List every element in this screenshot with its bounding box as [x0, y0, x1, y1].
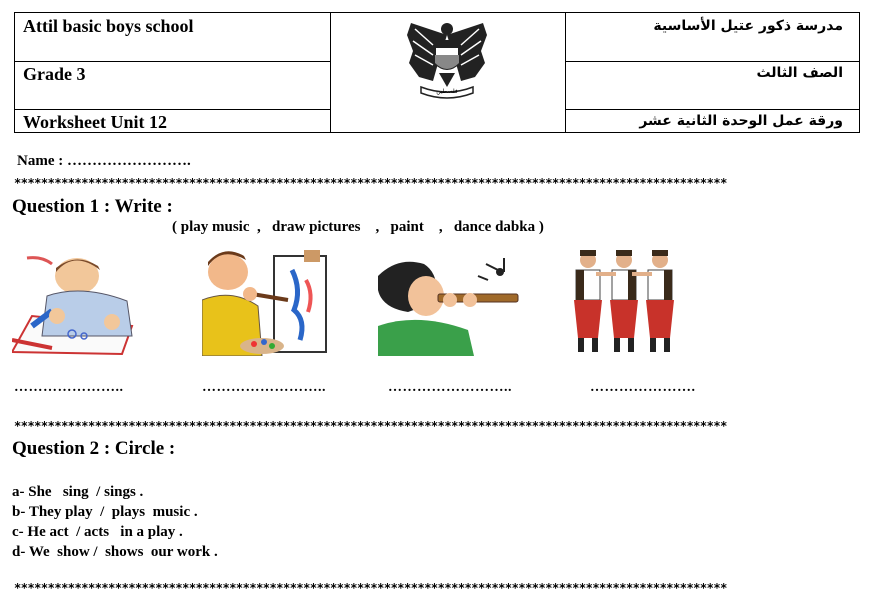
picture-boy-painting — [202, 250, 330, 356]
picture-girl-flute — [378, 256, 523, 356]
answer-blank-2[interactable]: …………………….. — [202, 380, 326, 395]
picture-boy-drawing — [12, 256, 142, 356]
question2-title: Question 2 : Circle : — [12, 438, 176, 459]
divider-stars: ********************************************************************************************************** — [14, 420, 727, 432]
question2-item-d[interactable]: d- We show / shows our work . — [12, 544, 218, 560]
question1-word-list: ( play music , draw pictures , paint , dance dabka ) — [172, 219, 544, 235]
name-field[interactable]: Name : ……………………. — [17, 153, 191, 169]
picture-dabka-dancers — [566, 248, 684, 356]
school-name-en: Attil basic boys school — [23, 16, 194, 36]
header-table — [14, 12, 860, 133]
answer-blank-4[interactable]: …………………. — [590, 380, 696, 395]
worksheet-title-ar: ورقة عمل الوحدة الثانية عشر — [639, 113, 843, 129]
palestine-emblem-icon — [403, 15, 491, 101]
header-row-line — [15, 109, 331, 110]
answer-blank-3[interactable]: …………………….. — [388, 380, 512, 395]
divider-stars: ********************************************************************************************************** — [14, 177, 727, 189]
question2-item-c[interactable]: c- He act / acts in a play . — [12, 524, 183, 540]
question2-item-b[interactable]: b- They play / plays music . — [12, 504, 198, 520]
emblem-caption: فلسطين — [436, 88, 458, 95]
grade-ar: الصف الثالث — [756, 65, 843, 81]
grade-en: Grade 3 — [23, 64, 86, 84]
school-name-ar: مدرسة ذكور عتيل الأساسية — [653, 18, 843, 34]
question1-title: Question 1 : Write : — [12, 196, 173, 217]
question2-item-a[interactable]: a- She sing / sings . — [12, 484, 144, 500]
worksheet-title-en: Worksheet Unit 12 — [23, 112, 167, 132]
header-row-line — [566, 109, 859, 110]
divider-stars: ********************************************************************************************************** — [14, 582, 727, 594]
answer-blank-1[interactable]: ………………….. — [14, 380, 124, 395]
header-row-line — [566, 61, 859, 62]
header-row-line — [15, 61, 331, 62]
